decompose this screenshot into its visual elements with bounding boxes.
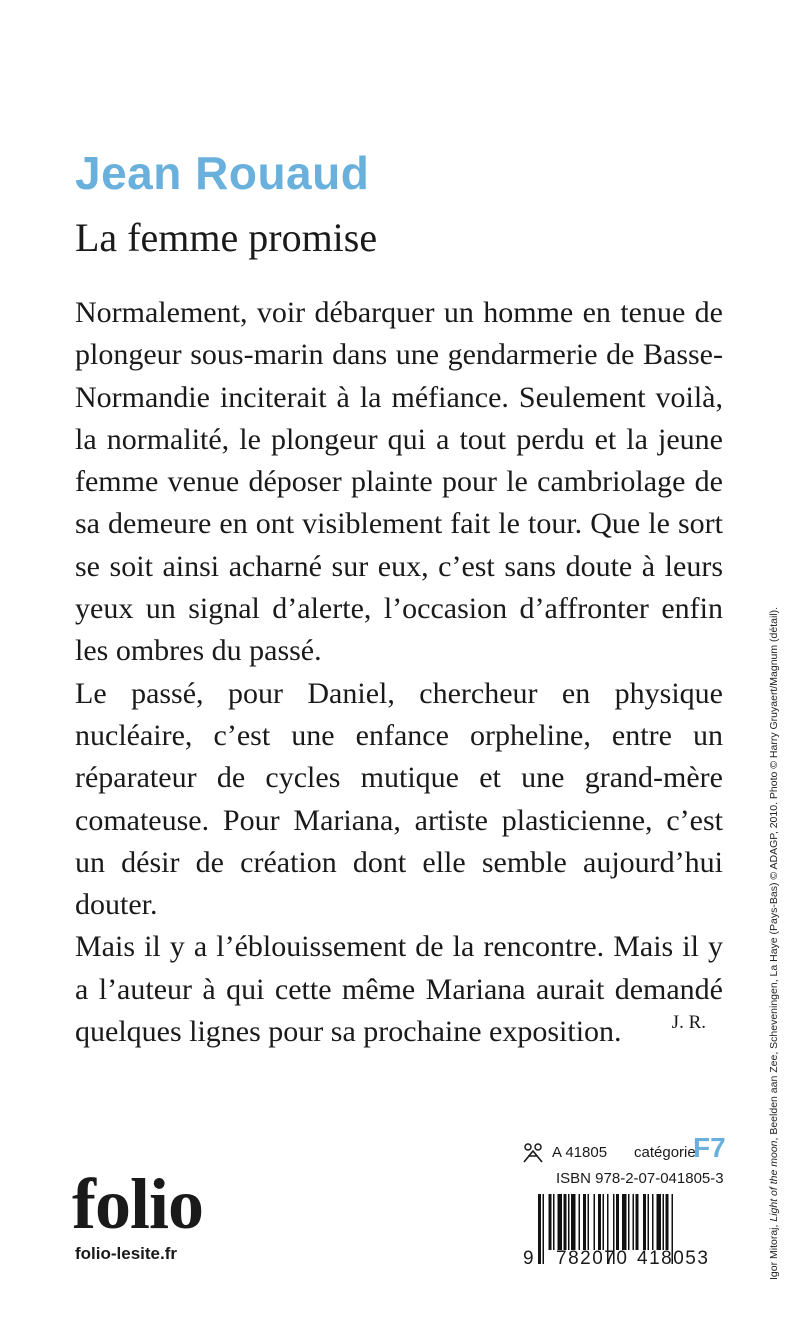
credit-work: Light of the moon	[768, 1140, 780, 1222]
category-value: F7	[693, 1132, 726, 1163]
blurb-paragraph: Le passé, pour Daniel, chercheur en physique nucléaire, c’est une enfance orpheline, entre un réparateur de cycles mutique et une grand-mère comateuse. Pour Mariana, artiste plasticienne, c’est un désir de création dont elle semble aujourd’hui douter.	[75, 676, 723, 922]
blurb-paragraph: Mais il y a l’éblouissement de la rencontre. Mais il y a l’auteur à qui cette même Mariana aurait demandé quelques lignes pour sa prochaine exposition.	[75, 930, 723, 1049]
isbn-number: ISBN 978-2-07-041805-3	[556, 1170, 724, 1187]
barcode-left-group: 782070	[556, 1248, 629, 1269]
credit-details: , Beelden aan Zee, Scheveningen, La Haye (Pays-Bas) © ADAGP, 2010. Photo © Harry Gruyaert/Magnum (détail).	[768, 606, 780, 1141]
publisher-website: folio-lesite.fr	[75, 1244, 178, 1263]
barcode-first-digit: 9	[523, 1248, 534, 1269]
barcode-right-group: 418053	[637, 1248, 710, 1269]
back-cover-blurb	[75, 292, 723, 1053]
book-title: La femme promise	[75, 215, 378, 260]
author-initials: J. R.	[671, 1012, 706, 1033]
folio-logo: folio	[72, 1164, 203, 1244]
category-label: catégorie	[634, 1144, 696, 1161]
photo-credit	[768, 480, 780, 1280]
credit-artist: Igor Mitoraj,	[768, 1221, 780, 1280]
barcode	[520, 1194, 725, 1274]
catalog-code: A 41805	[552, 1144, 608, 1161]
folio-emblem-icon	[522, 1142, 544, 1164]
author-name: Jean Rouaud	[75, 147, 370, 199]
publisher-info-row	[522, 1132, 726, 1168]
blurb-paragraph: Normalement, voir débarquer un homme en tenue de plongeur sous-marin dans une gendarmerie de Basse-Normandie inciterait à la méfiance. Seulement voilà, la normalité, le plongeur qui a tout perdu et la jeune femme venue déposer plainte pour le cambriolage de sa demeure en ont visiblement fait le tour. Que le sort se soit ainsi acharné sur eux, c’est sans doute à leurs yeux un signal d’alerte, l’occasion d’affronter enfin les ombres du passé.	[75, 296, 723, 668]
